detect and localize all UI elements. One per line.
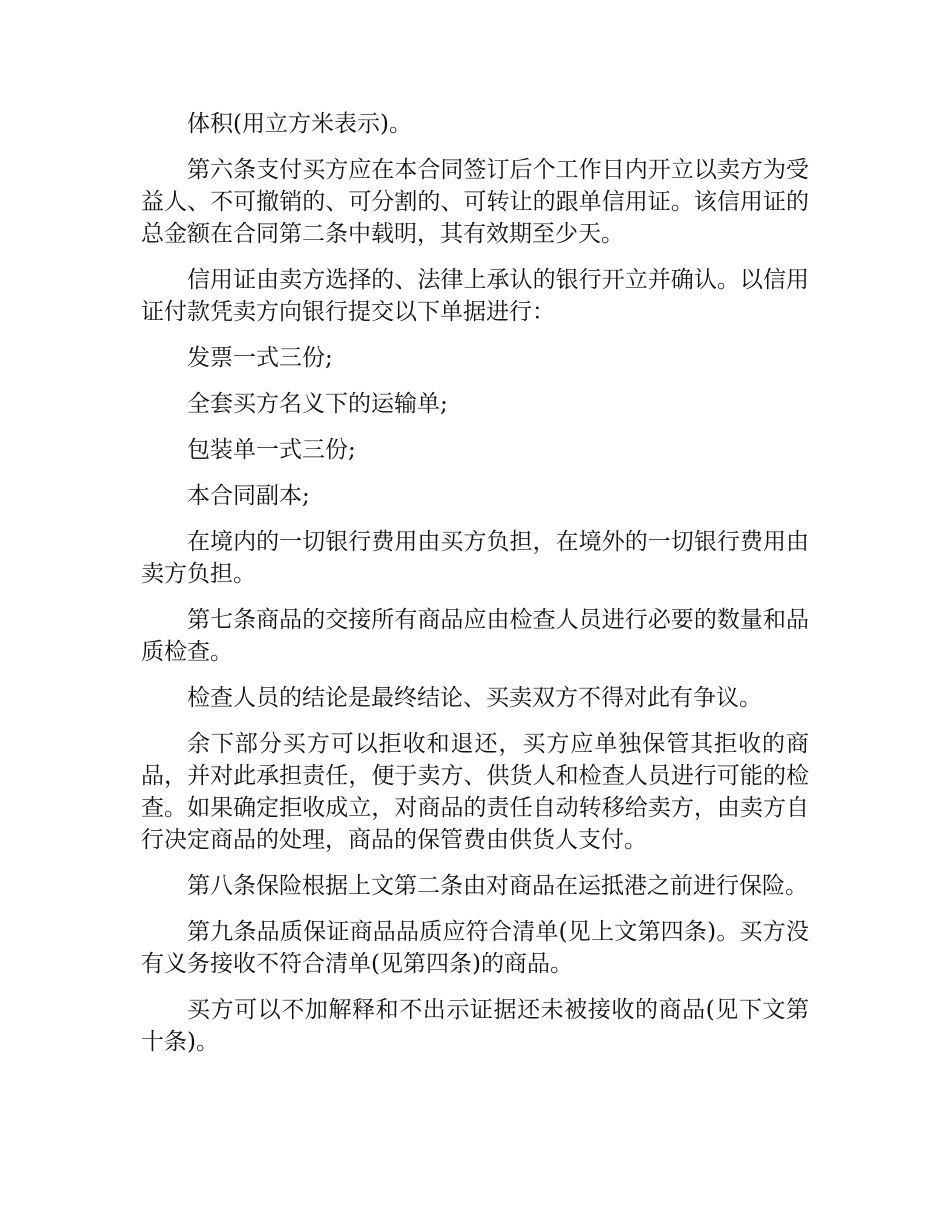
paragraph-packing-list: 包装单一式三份; [187,437,356,463]
document-page [141,108,809,1072]
paragraph-transport-documents: 全套买方名义下的运输单; [187,391,448,417]
paragraph-article-7-handover: 第七条商品的交接所有商品应由检查人员进行必要的数量和品质检查。 [141,607,809,665]
paragraph-volume: 体积(用立方米表示)。 [187,111,412,137]
paragraph-inspection-conclusion: 检查人员的结论是最终结论、买卖双方不得对此有争议。 [187,685,762,711]
paragraph-buyer-return: 买方可以不加解释和不出示证据还未被接收的商品(见下文第十条)。 [141,997,809,1055]
paragraph-article-8-insurance: 第八条保险根据上文第二条由对商品在运抵港之前进行保险。 [187,873,808,899]
paragraph-article-9-quality: 第九条品质保证商品品质应符合清单(见上文第四条)。买方没有义务接收不符合清单(见第四条)的商品。 [141,919,809,977]
paragraph-bank-fees: 在境内的一切银行费用由买方负担，在境外的一切银行费用由卖方负担。 [141,529,809,587]
paragraph-article-6-payment: 第六条支付买方应在本合同签订后个工作日内开立以卖方为受益人、不可撤销的、可分割的、可转让的跟单信用证。该信用证的总金额在合同第二条中载明，其有效期至少天。 [141,157,809,247]
paragraph-contract-copy: 本合同副本; [187,483,310,509]
paragraph-rejection: 余下部分买方可以拒收和退还，买方应单独保管其拒收的商品，并对此承担责任，便于卖方、供货人和检查人员进行可能的检查。如果确定拒收成立，对商品的责任自动转移给卖方，由卖方自行决定商品的处理，商品的保管费由供货人支付。 [141,731,809,853]
paragraph-letter-of-credit: 信用证由卖方选择的、法律上承认的银行开立并确认。以信用证付款凭卖方向银行提交以下单据进行： [141,267,809,325]
paragraph-invoice: 发票一式三份; [187,345,333,371]
